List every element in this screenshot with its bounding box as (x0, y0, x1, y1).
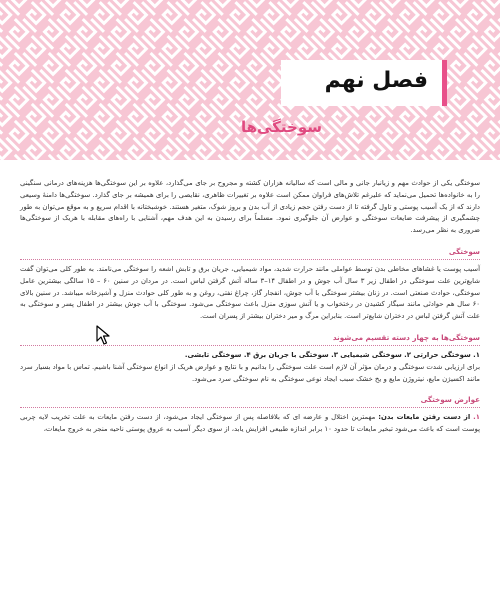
section-title: سوختگی‌ها (240, 118, 322, 136)
chapter-title-box (281, 60, 447, 106)
heading-divider (20, 345, 480, 346)
types-paragraph: برای ارزیابی شدت سوختگی و درمان مؤثر آن لازم است علت سوختگی را بدانیم و با نتایج و عوارض هریک از انواع سوختگی آشنا باشیم. تماس با مواد بسیار سرد مانند اکسیژن مایع، نیتروژن مایع و یخ خشک سبب ایجاد نوعی سوختگی به نام سوختگی سرد می‌شود. (20, 362, 480, 383)
item-title: از دست رفتن مایعات بدن: (378, 413, 471, 422)
decorative-header-pattern (0, 0, 500, 160)
burn-types-list: ۱. سوختگی حرارتی ۲. سوختگی شیمیایی ۳. سوختگی با جریان برق ۴. سوختگی تابشی. (184, 350, 480, 359)
heading-divider (20, 259, 480, 260)
page-content (20, 178, 480, 436)
complications-item (20, 412, 480, 436)
complications-heading: عوارض سوختگی (420, 395, 480, 405)
item-number: ۱. (473, 413, 480, 422)
burn-heading: سوختگی (448, 246, 480, 256)
mouse-pointer-icon (96, 325, 110, 349)
heading-divider (20, 407, 480, 408)
chapter-title: فصل نهم (324, 68, 428, 93)
item-text: مهمترین اختلال و عارضه ای که بلافاصله پس از سوختگی ایجاد می‌شود، از دست رفتن مایعات به علت تخریب لایه چربی پوست است که باعث می‌شود تبخیر مایعات تا حدود ۱۰ برابر اندازه طبیعی افزایش یابد، از سوی دیگر آسیب به عروق پوستی ناحیه منجر به خروج مایعات، (20, 413, 480, 434)
intro-paragraph: سوختگی یکی از حوادث مهم و زیانبار جانی و مالی است که سالیانه هزاران کشته و مجروح بر جای می‌گذارد، علاوه بر این سوختگی‌ها هزینه‌های درمانی سنگینی را به خانواده‌ها تحمیل می‌نماید که علیرغم تلاش‌های فراوان ممکن است علاوه بر تغییرات ظاهری، نقایصی را برای همیشه بر جای گذارد. سوختگی‌ها دامنهٔ وسیعی دارند که از یک آسیب پوستی و تاول گرفته تا از دست رفتن حجم زیادی از آب بدن و بروز شوک، متغیر هستند. خوشبختانه با اقدام سریع و به موقع می‌توان به طور چشمگیری از پیشرفت ضایعات سوختگی و عوارض آن جلوگیری نمود. مسلماً برای رسیدن به این هدف مهم، آشنایی با راه‌های مقابله با هریک از سوختگی‌ها ضروری به نظر می‌رسد. (20, 179, 480, 235)
burn-paragraph: آسیب پوست یا غشاهای مخاطی بدن توسط عواملی مانند حرارت شدید، مواد شیمیایی، جریان برق و تابش اشعه را سوختگی می‌نامند. به طور کلی می‌توان گفت شایع‌ترین علت سوختگی در اطفال زیر ۳ سال آب جوش و در اطفال ۱۴–۳ ساله آتش گرفتن لباس است. در مردان در سنین ۶۰ – ۱۵ سالگی بیشترین عامل سوختگی، حوادث صنعتی است. در زنان بیشتر سوختگی با آب جوش، انفجار گاز، چراغ نفتی، روغن و به طور کلی حوادث منزل و آشپزخانه میباشد. در سنین بالای ۶۰ سال هم حوادثی مانند سیگار کشیدن در رختخواب و یا آتش سوزی منزل باعث سوختگی می‌شود. سوختگی با آب جوش بیشتر در اطفال پسر و سوختگی به علت آتش گرفتن لباس در دختران شایع‌تر است. بنابراین مرگ و میر دختران بیشتر از پسران است. (20, 264, 481, 321)
types-heading: سوختگی‌ها به چهار دسته تقسیم می‌شوند (332, 332, 480, 342)
